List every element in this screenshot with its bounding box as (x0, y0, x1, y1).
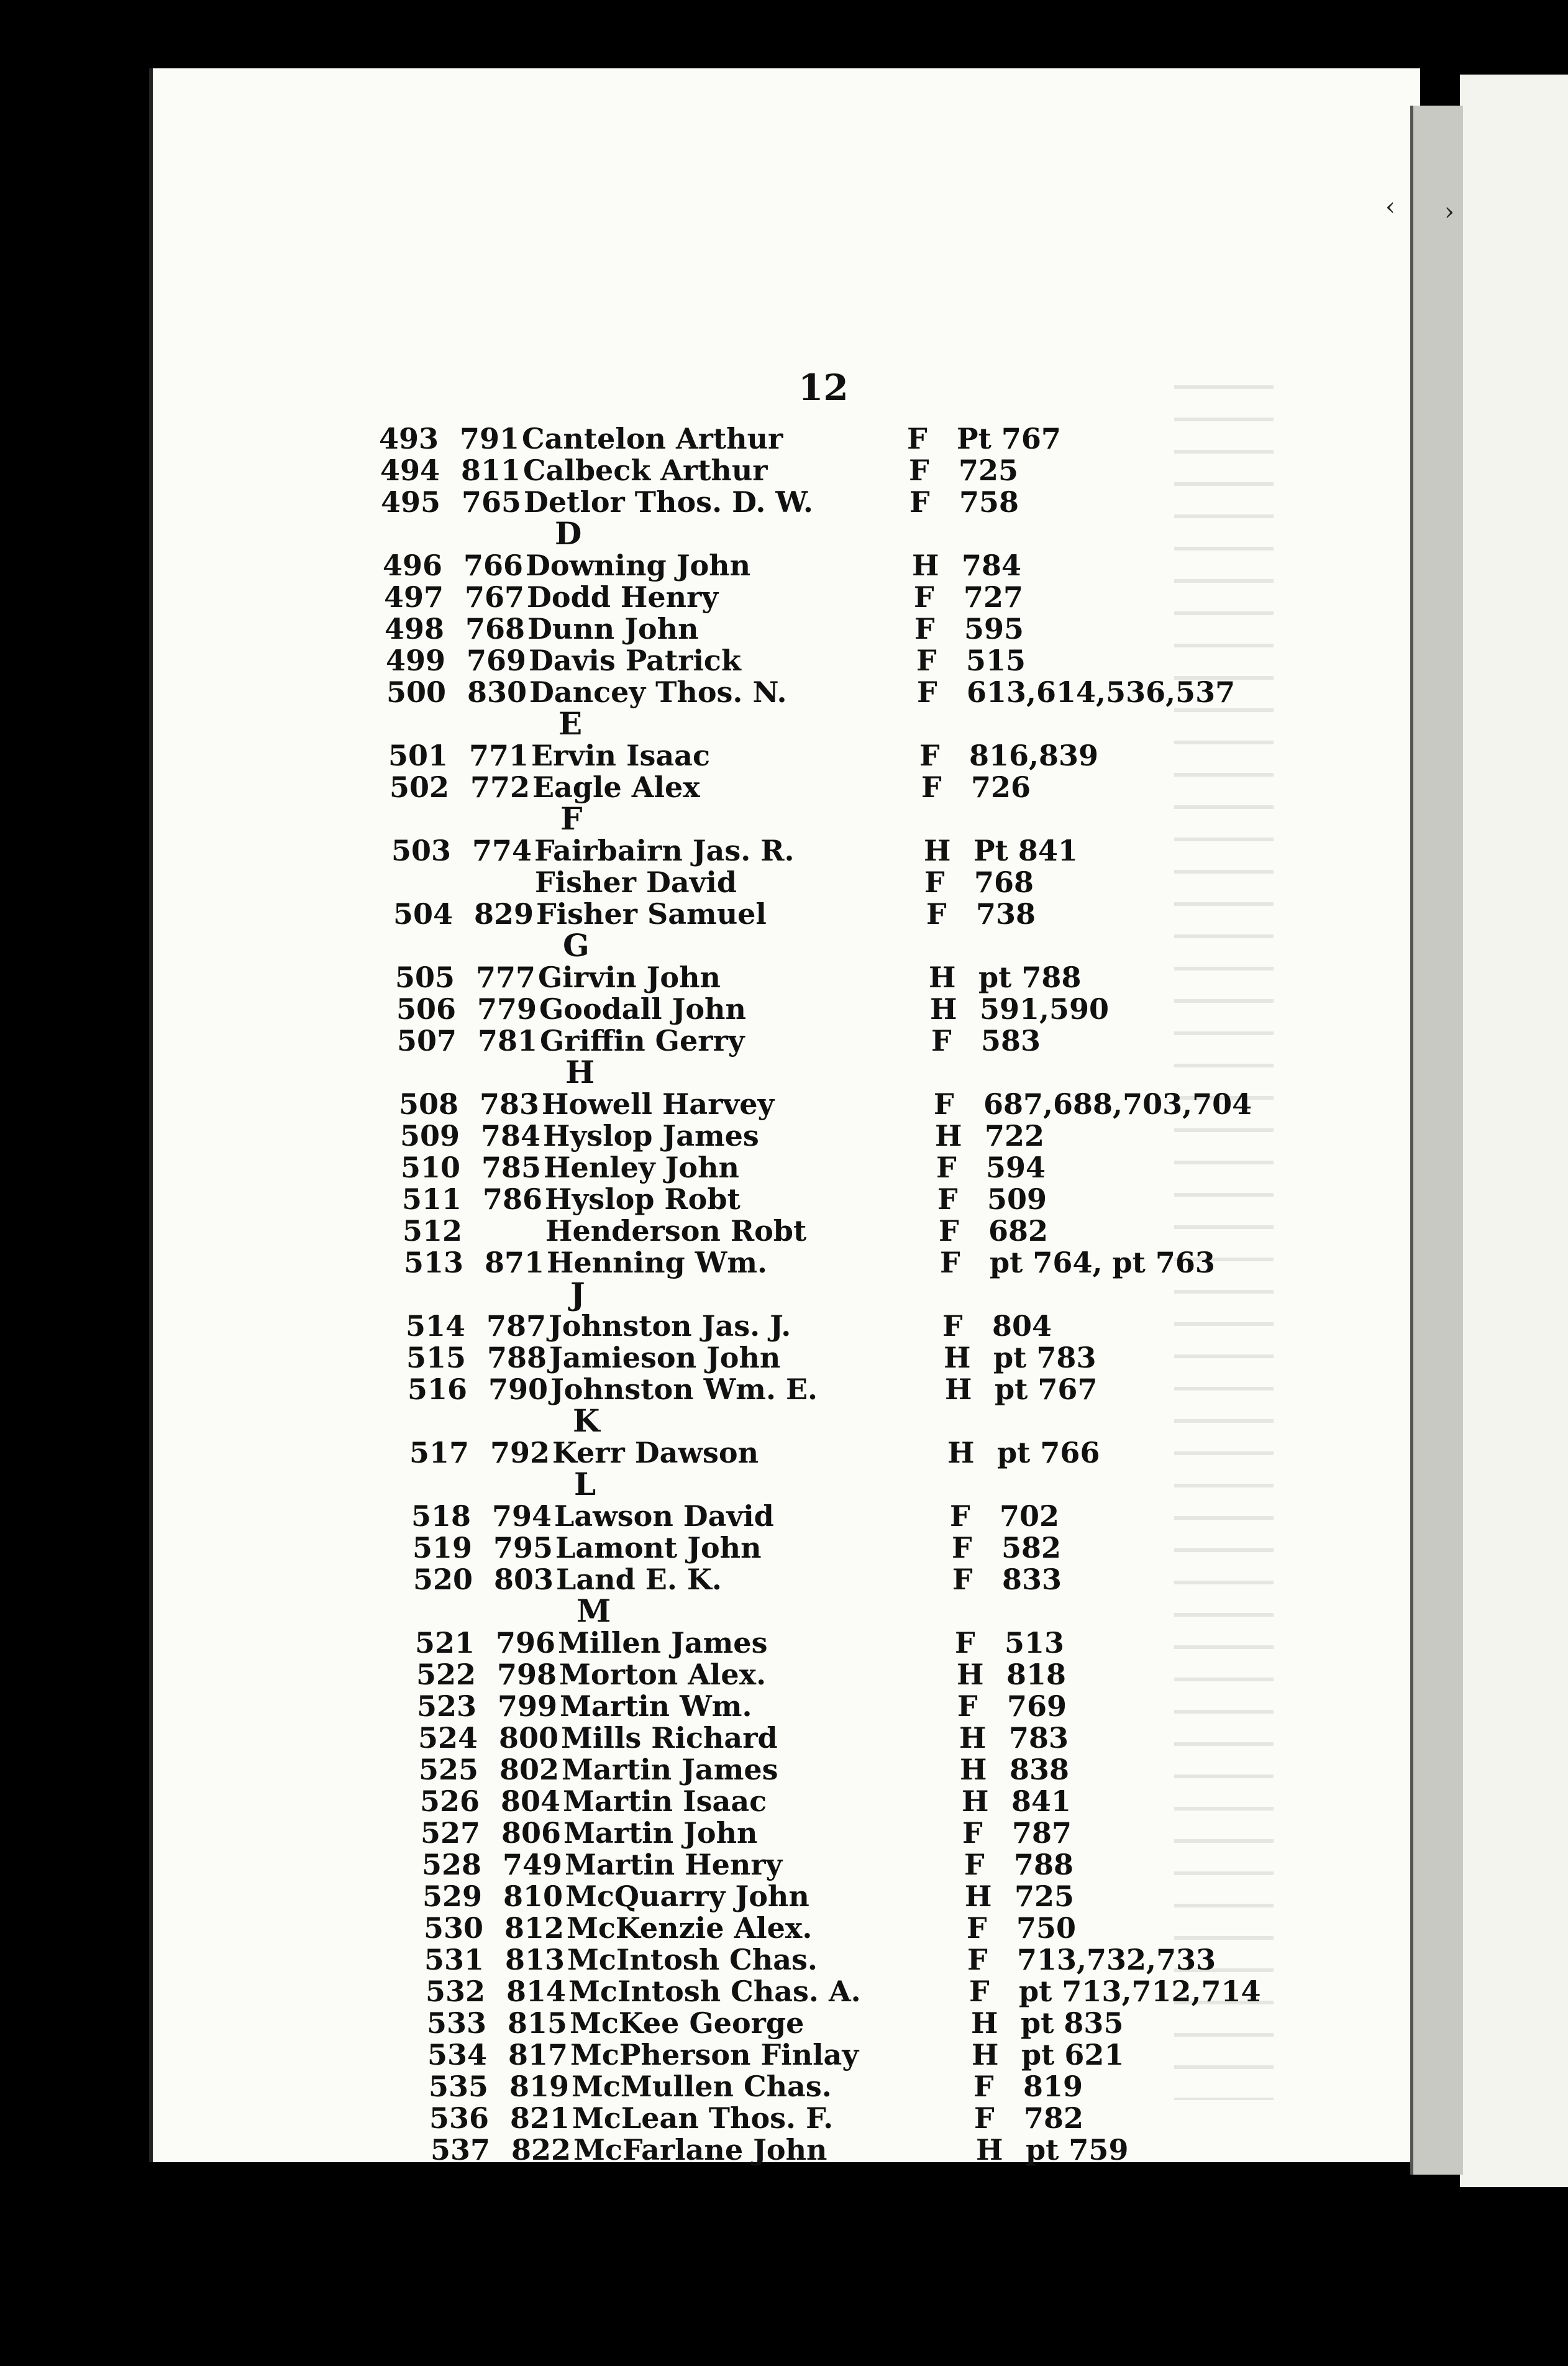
voter-name: Detlor Thos. D. W. (524, 485, 813, 519)
voter-name: Johnston Wm. E. (550, 1373, 818, 1406)
qualification-type: F (936, 1151, 957, 1184)
voter-name: Lawson David (554, 1499, 774, 1533)
qualification-type: F (916, 644, 937, 677)
roll-number: 771 (469, 739, 529, 772)
roll-number: 795 (493, 1531, 554, 1564)
qualification-type: H (962, 1784, 989, 1818)
qualification-type: H (930, 992, 957, 1026)
voter-name: McQuarry John (565, 1880, 809, 1913)
roll-number: 829 (474, 897, 534, 931)
register-row (381, 486, 1238, 518)
register-row (429, 2070, 1286, 2103)
entry-number: 504 (393, 897, 454, 931)
right-mark: › (1444, 198, 1454, 226)
voter-name: Girvin John (538, 961, 721, 994)
register-row (400, 1120, 1257, 1152)
qualification-type: F (964, 1848, 985, 1881)
facing-page (1460, 75, 1568, 2187)
register-row (386, 644, 1243, 677)
voter-name: Dunn John (527, 612, 699, 646)
voter-name: Downing John (526, 549, 751, 582)
qualification-type: F (909, 454, 929, 487)
section-letter: H (565, 1054, 595, 1090)
left-mark: ‹ (1385, 193, 1395, 221)
entry-number: 534 (427, 2038, 488, 2071)
lot-number: 583 (981, 1024, 1041, 1057)
register-row (390, 771, 1247, 803)
register-row (399, 1088, 1256, 1120)
register-row (402, 1183, 1259, 1215)
qualification-type: F (914, 580, 934, 614)
lot-number: 515 (966, 644, 1026, 677)
entry-number: 496 (383, 549, 443, 582)
voter-name: McIntosh Chas. (567, 1943, 818, 1976)
voter-name: McLean Thos. F. (572, 2101, 834, 2135)
lot-number: 687,688,703,704 (983, 1087, 1252, 1121)
lot-number: pt 713,712,714 (1019, 1975, 1261, 2008)
roll-number: 799 (498, 1689, 558, 1723)
voter-name: McIntosh Chas. A. (568, 1975, 861, 2008)
register-row (383, 549, 1240, 582)
lot-number: 594 (986, 1151, 1046, 1184)
entry-number: 517 (409, 1436, 470, 1469)
entry-number: 497 (384, 580, 444, 614)
register-row (427, 2039, 1285, 2071)
qualification-type: F (952, 1563, 973, 1596)
entry-number: 530 (424, 1911, 484, 1945)
roll-number: 796 (496, 1626, 556, 1660)
entry-number: 523 (417, 1689, 477, 1723)
roll-number: 830 (467, 675, 527, 709)
qualification-type: F (962, 1816, 983, 1850)
qualification-type: H (959, 1721, 987, 1755)
register-row (427, 2007, 1284, 2039)
qualification-type: F (921, 770, 942, 804)
register-row (396, 993, 1254, 1025)
entry-number: 515 (406, 1341, 467, 1374)
entry-number: 501 (388, 739, 449, 772)
lot-number: 722 (985, 1119, 1045, 1153)
voter-name: Eagle Alex (532, 770, 700, 804)
roll-number: 814 (506, 1975, 567, 2008)
qualification-type: H (935, 1119, 962, 1153)
register-row (424, 1912, 1281, 1944)
entry-number: 524 (418, 1721, 478, 1755)
voter-name: Dodd Henry (527, 580, 719, 614)
voter-name: Griffin Gerry (540, 1024, 745, 1057)
voter-name: Ervin Isaac (531, 739, 710, 772)
qualification-type: F (957, 1689, 978, 1723)
entry-number: 519 (413, 1531, 473, 1564)
entry-number: 508 (399, 1087, 459, 1121)
lot-number: Pt 767 (957, 422, 1061, 455)
entry-number: 498 (385, 612, 445, 646)
entry-number: 537 (431, 2133, 491, 2167)
roll-number: 786 (483, 1182, 543, 1216)
register-row (397, 1025, 1254, 1057)
lot-number: 738 (976, 897, 1036, 931)
entry-number: 522 (416, 1658, 476, 1691)
entry-number: 511 (402, 1182, 462, 1216)
page-number: 12 (798, 367, 849, 409)
lot-number: 725 (959, 454, 1019, 487)
voter-name: Martin James (562, 1753, 778, 1786)
voter-name: Fisher Samuel (536, 897, 767, 931)
register-row (419, 1753, 1276, 1786)
lot-number: 769 (1007, 1689, 1067, 1723)
register-row (416, 1658, 1274, 1691)
lot-number: 841 (1011, 1784, 1072, 1818)
entry-number: 513 (404, 1246, 464, 1279)
roll-number: 817 (508, 2038, 568, 2071)
register-row (422, 1848, 1279, 1881)
voter-name: Henning Wm. (547, 1246, 768, 1279)
entry-number: 521 (415, 1626, 475, 1660)
register-row (429, 2102, 1287, 2134)
entry-number: 520 (413, 1563, 473, 1596)
voter-name: Kerr Dawson (552, 1436, 759, 1469)
register-row (424, 1944, 1282, 1976)
entry-number: 533 (427, 2006, 487, 2040)
voter-name: Henley John (544, 1151, 739, 1184)
lot-number: 818 (1006, 1658, 1067, 1691)
voter-name: McPherson Finlay (570, 2038, 859, 2071)
lot-number: pt 788 (978, 961, 1082, 994)
entry-number: 493 (379, 422, 439, 455)
register-row (386, 676, 1244, 708)
entry-number: 494 (380, 454, 440, 487)
voter-name: Calbeck Arthur (523, 454, 768, 487)
roll-number: 779 (477, 992, 537, 1026)
register-row (420, 1785, 1277, 1817)
qualification-type: H (947, 1436, 975, 1469)
qualification-type: H (965, 1880, 992, 1913)
qualification-type: H (960, 1753, 987, 1786)
lot-number: 591,590 (980, 992, 1110, 1026)
register-row (391, 834, 1249, 867)
lot-number: 702 (1000, 1499, 1060, 1533)
lot-number: 595 (964, 612, 1024, 646)
entry-number: 526 (420, 1784, 480, 1818)
roll-number: 810 (503, 1880, 563, 1913)
entry-number: 536 (429, 2101, 490, 2135)
lot-number: 713,732,733 (1017, 1943, 1216, 1976)
entry-number: 503 (391, 834, 452, 867)
lot-number: 833 (1002, 1563, 1062, 1596)
entry-number: 507 (397, 1024, 457, 1057)
section-letter: K (573, 1402, 600, 1439)
roll-number: 767 (465, 580, 525, 614)
voter-name: Martin Henry (565, 1848, 783, 1881)
qualification-type: F (909, 485, 930, 519)
qualification-type: H (944, 1341, 971, 1374)
lot-number: 819 (1023, 2070, 1083, 2103)
lot-number: 787 (1012, 1816, 1072, 1850)
lot-number: 838 (1010, 1753, 1070, 1786)
section-letter: L (574, 1466, 596, 1502)
qualification-type: H (924, 834, 951, 867)
voter-name: Mills Richard (561, 1721, 778, 1755)
section-letter: F (560, 800, 583, 837)
lot-number: 758 (959, 485, 1019, 519)
qualification-type: F (950, 1499, 970, 1533)
lot-number: pt 783 (993, 1341, 1096, 1374)
roll-number: 772 (470, 770, 531, 804)
register-row (415, 1627, 1272, 1659)
entry-number: 532 (426, 1975, 486, 2008)
register-row (393, 898, 1251, 930)
qualification-type: H (929, 961, 956, 994)
qualification-type: F (940, 1246, 960, 1279)
voter-name: Millen James (558, 1626, 768, 1660)
lot-number: pt 835 (1021, 2006, 1124, 2040)
register-row (413, 1563, 1270, 1596)
voter-name: Hyslop James (543, 1119, 759, 1153)
roll-number: 768 (465, 612, 526, 646)
register-row (395, 961, 1252, 993)
entry-number: 510 (401, 1151, 461, 1184)
entry-number: 535 (429, 2070, 489, 2103)
lot-number: 613,614,536,537 (967, 675, 1236, 709)
qualification-type: F (939, 1214, 959, 1248)
voter-name: Cantelon Arthur (522, 422, 783, 455)
voter-name: Henderson Robt (545, 1214, 807, 1248)
entry-number: 514 (406, 1309, 466, 1343)
section-letter: G (563, 927, 590, 964)
lot-number: 582 (1001, 1531, 1062, 1564)
lot-number: Pt 841 (973, 834, 1078, 867)
roll-number: 822 (511, 2133, 572, 2167)
register-row (392, 866, 1249, 898)
register-row (411, 1500, 1269, 1532)
roll-number: 766 (463, 549, 524, 582)
qualification-type: H (912, 549, 939, 582)
register-row (426, 1975, 1283, 2007)
entry-number: 499 (386, 644, 446, 677)
roll-number: 785 (481, 1151, 542, 1184)
entry-number: 495 (381, 485, 441, 519)
voter-name: McKee George (570, 2006, 805, 2040)
voter-name: Lamont John (555, 1531, 762, 1564)
entry-number: 516 (408, 1373, 468, 1406)
roll-number: 804 (501, 1784, 561, 1818)
entry-number: 529 (422, 1880, 483, 1913)
register-row (406, 1341, 1264, 1374)
roll-number: 790 (488, 1373, 549, 1406)
roll-number: 774 (472, 834, 532, 867)
voter-name: Martin John (563, 1816, 758, 1850)
qualification-type: H (945, 1373, 972, 1406)
roll-number: 811 (461, 454, 521, 487)
voter-name: Martin Isaac (563, 1784, 767, 1818)
qualification-type: H (957, 1658, 984, 1691)
voter-name: Howell Harvey (542, 1087, 775, 1121)
voter-name: Fairbairn Jas. R. (534, 834, 795, 867)
qualification-type: F (937, 1182, 958, 1216)
lot-number: 509 (987, 1182, 1047, 1216)
voter-name: Morton Alex. (559, 1658, 767, 1691)
roll-number: 765 (462, 485, 522, 519)
lot-number: pt 767 (995, 1373, 1098, 1406)
roll-number: 800 (499, 1721, 559, 1755)
voter-name: McKenzie Alex. (567, 1911, 813, 1945)
qualification-type: F (926, 897, 947, 931)
lot-number: 788 (1014, 1848, 1074, 1881)
roll-number: 777 (476, 961, 536, 994)
roll-number: 794 (492, 1499, 552, 1533)
entry-number: 506 (396, 992, 457, 1026)
entry-number: 509 (400, 1119, 460, 1153)
entry-number: 518 (411, 1499, 472, 1533)
roll-number: 812 (504, 1911, 565, 1945)
roll-number: 815 (508, 2006, 568, 2040)
roll-number: 783 (480, 1087, 540, 1121)
qualification-type: F (967, 1943, 988, 1976)
voter-name: Land E. K. (556, 1563, 722, 1596)
register-row (403, 1215, 1260, 1247)
lot-number: 513 (1005, 1626, 1065, 1660)
register-row (417, 1690, 1274, 1722)
lot-number: 725 (1014, 1880, 1075, 1913)
qualification-type: F (924, 866, 945, 899)
roll-number: 802 (499, 1753, 560, 1786)
register-row (408, 1373, 1265, 1405)
qualification-type: F (907, 422, 928, 455)
lot-number: pt 759 (1026, 2133, 1129, 2167)
section-letter: J (570, 1276, 585, 1312)
voter-name: McFarlane John (573, 2133, 827, 2167)
roll-number: 784 (481, 1119, 541, 1153)
qualification-type: F (934, 1087, 954, 1121)
register-row (379, 422, 1236, 455)
voter-name: Goodall John (539, 992, 746, 1026)
roll-number: 769 (467, 644, 527, 677)
roll-number: 821 (510, 2101, 570, 2135)
roll-number: 788 (487, 1341, 547, 1374)
voter-name: Davis Patrick (529, 644, 741, 677)
lot-number: 750 (1016, 1911, 1077, 1945)
register-row (401, 1151, 1258, 1184)
voter-name: Dancey Thos. N. (529, 675, 787, 709)
roll-number: 749 (503, 1848, 563, 1881)
lot-number: 782 (1024, 2101, 1084, 2135)
qualification-type: F (942, 1309, 963, 1343)
register-row (418, 1722, 1275, 1754)
roll-number: 803 (494, 1563, 554, 1596)
voter-name: Jamieson John (549, 1341, 781, 1374)
qualification-type: H (971, 2006, 998, 2040)
lot-number: 804 (992, 1309, 1052, 1343)
register-row (380, 454, 1238, 486)
section-letter: M (577, 1592, 611, 1629)
lot-number: 783 (1009, 1721, 1069, 1755)
lot-number: 784 (962, 549, 1022, 582)
lot-number: 682 (988, 1214, 1049, 1248)
register-row (404, 1246, 1261, 1279)
qualification-type: H (972, 2038, 999, 2071)
lot-number: 727 (964, 580, 1024, 614)
roll-number: 871 (485, 1246, 545, 1279)
register-row (384, 581, 1241, 613)
register-row (431, 2134, 1288, 2166)
roll-number: 798 (497, 1658, 557, 1691)
entry-number: 512 (403, 1214, 463, 1248)
register-row (422, 1880, 1280, 1912)
section-letter: D (555, 515, 582, 552)
voter-name: Martin Wm. (560, 1689, 752, 1723)
roll-number: 791 (460, 422, 520, 455)
roll-number: 813 (505, 1943, 565, 1976)
roll-number: 806 (501, 1816, 562, 1850)
entry-number: 500 (386, 675, 447, 709)
section-letter: E (558, 705, 583, 742)
qualification-type: F (967, 1911, 987, 1945)
register-row (385, 613, 1242, 645)
voter-name: McMullen Chas. (572, 2070, 832, 2103)
qualification-type: F (914, 612, 935, 646)
lot-number: pt 764, pt 763 (990, 1246, 1215, 1279)
entry-number: 531 (424, 1943, 485, 1976)
qualification-type: F (973, 2070, 994, 2103)
voter-name: Johnston Jas. J. (549, 1309, 791, 1343)
qualification-type: F (969, 1975, 990, 2008)
lot-number: 816,839 (969, 739, 1099, 772)
lot-number: 726 (971, 770, 1031, 804)
qualification-type: F (955, 1626, 975, 1660)
voter-name: Fisher David (535, 866, 737, 899)
voter-name: Hyslop Robt (545, 1182, 741, 1216)
entry-number: 528 (422, 1848, 482, 1881)
qualification-type: F (917, 675, 937, 709)
qualification-type: F (974, 2101, 995, 2135)
lot-number: 768 (974, 866, 1034, 899)
entry-number: 527 (421, 1816, 481, 1850)
register-row (421, 1817, 1278, 1849)
lot-number: pt 621 (1021, 2038, 1124, 2071)
lot-number: pt 766 (997, 1436, 1100, 1469)
qualification-type: H (976, 2133, 1003, 2167)
register-row (406, 1310, 1263, 1342)
entry-number: 525 (419, 1753, 479, 1786)
entry-number: 505 (395, 961, 455, 994)
roll-number: 792 (490, 1436, 550, 1469)
roll-number: 781 (478, 1024, 538, 1057)
register-row (388, 739, 1246, 772)
entry-number: 502 (390, 770, 450, 804)
qualification-type: F (919, 739, 940, 772)
roll-number: 819 (509, 2070, 570, 2103)
register-row (409, 1436, 1267, 1469)
page-edge (1410, 106, 1463, 2175)
qualification-type: F (952, 1531, 972, 1564)
register-row (413, 1532, 1270, 1564)
roll-number: 787 (486, 1309, 547, 1343)
qualification-type: F (931, 1024, 952, 1057)
